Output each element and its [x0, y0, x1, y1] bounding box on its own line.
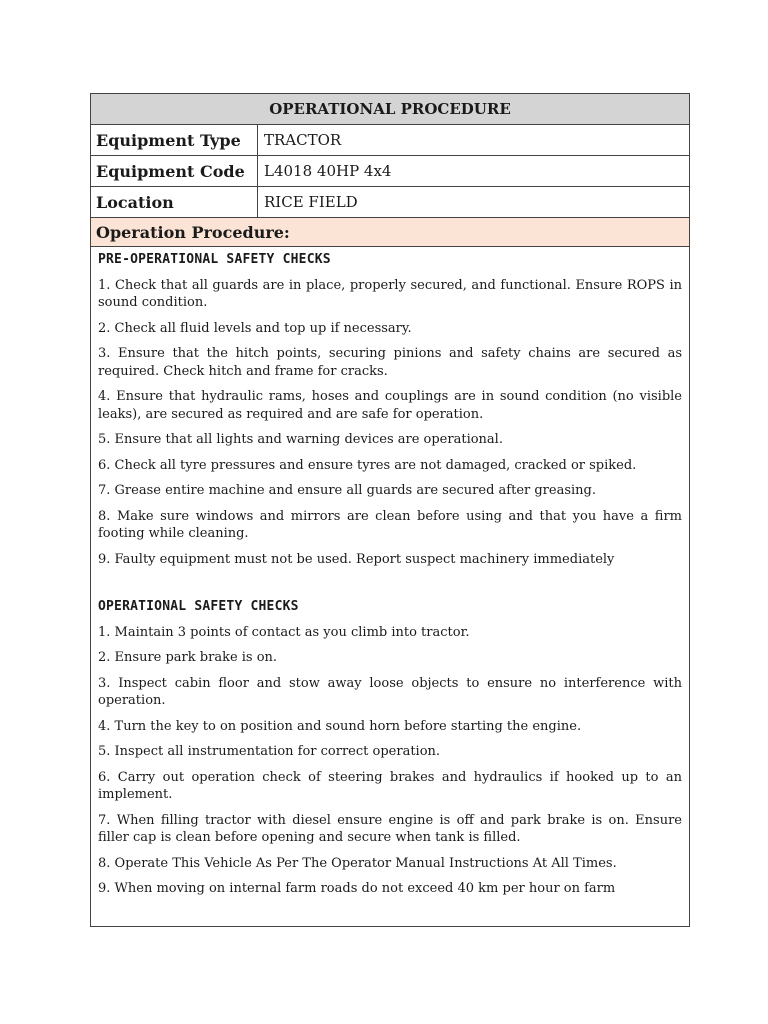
field-row-location	[91, 187, 689, 218]
op-item-1: 1. Maintain 3 points of contact as you climb into tractor.	[98, 624, 470, 640]
pre-op-item-1: 1. Check that all guards are in place, properly secured, and functional. Ensure ROPS in sound condition.	[98, 277, 682, 310]
op-item-7: 7. When filling tractor with diesel ensure engine is off and park brake is on. Ensure filler cap is clean before opening and secure when tank is filled.	[98, 812, 682, 845]
form-title: OPERATIONAL PROCEDURE	[91, 94, 689, 125]
op-item-3: 3. Inspect cabin floor and stow away loose objects to ensure no interference with operation.	[98, 675, 682, 708]
field-value: RICE FIELD	[264, 193, 358, 211]
pre-op-item-7: 7. Grease entire machine and ensure all guards are secured after greasing.	[98, 483, 596, 498]
op-item-6: 6. Carry out operation check of steering brakes and hydraulics if hooked up to an implement.	[98, 769, 682, 802]
procedure-body	[91, 247, 689, 898]
op-item-9: 9. When moving on internal farm roads do not exceed 40 km per hour on farm	[98, 881, 616, 896]
field-label: Equipment Code	[91, 156, 258, 186]
pre-op-item-2: 2. Check all fluid levels and top up if necessary.	[98, 320, 412, 336]
operational-heading: OPERATIONAL SAFETY CHECKS	[98, 599, 299, 614]
field-label: Equipment Type	[91, 125, 258, 155]
op-item-5: 5. Inspect all instrumentation for correct operation.	[98, 744, 441, 759]
field-value: L4018 40HP 4x4	[264, 162, 392, 180]
pre-op-item-9: 9. Faulty equipment must not be used. Report suspect machinery immediately	[98, 551, 615, 567]
op-item-4: 4. Turn the key to on position and sound horn before starting the engine.	[98, 718, 582, 734]
pre-op-item-6: 6. Check all tyre pressures and ensure tyres are not damaged, cracked or spiked.	[98, 457, 637, 473]
operation-procedure-label: Operation Procedure:	[91, 218, 689, 247]
field-value: TRACTOR	[264, 131, 342, 149]
procedure-form	[90, 93, 690, 927]
pre-op-item-5: 5. Ensure that all lights and warning devices are operational.	[98, 432, 503, 447]
pre-operational-heading: PRE-OPERATIONAL SAFETY CHECKS	[98, 252, 331, 267]
field-row-equipment-type	[91, 125, 689, 156]
pre-op-item-8: 8. Make sure windows and mirrors are clean before using and that you have a firm footing while cleaning.	[98, 508, 682, 541]
pre-op-item-3: 3. Ensure that the hitch points, securing pinions and safety chains are secured as required. Check hitch and frame for cracks.	[98, 346, 682, 379]
field-row-equipment-code	[91, 156, 689, 187]
pre-op-item-4: 4. Ensure that hydraulic rams, hoses and couplings are in sound condition (no visible leaks), are secured as required and are safe for operation.	[98, 389, 682, 422]
op-item-8: 8. Operate This Vehicle As Per The Operator Manual Instructions At All Times.	[98, 855, 617, 871]
field-label: Location	[91, 187, 258, 217]
op-item-2: 2. Ensure park brake is on.	[98, 650, 278, 665]
